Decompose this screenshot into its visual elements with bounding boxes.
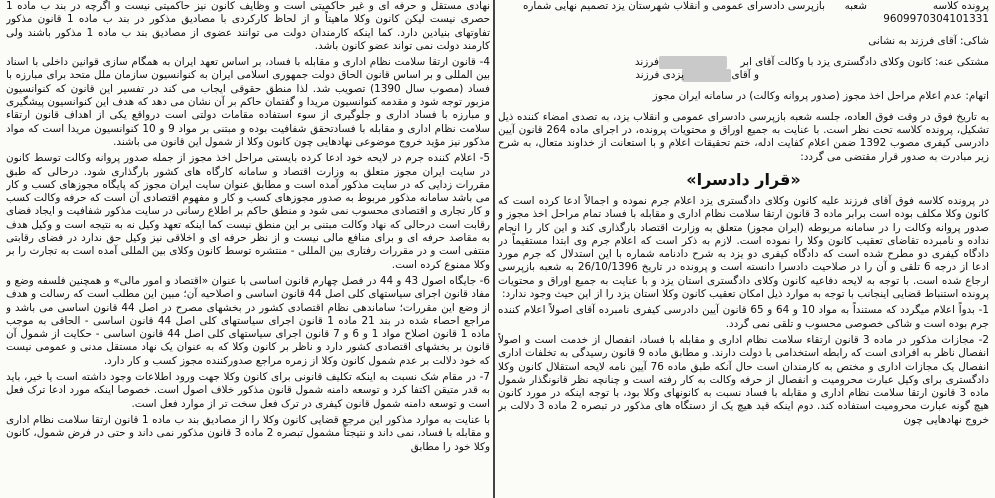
- paragraph-6: 6- جایگاه اصول 43 و 44 در فصل چهارم قانون اساسی با عنوان «اقتصاد و امور مالی» و همچنین فلسفه وضع و مفاد قانون اجرای سیاستهای کلی اصل 44 قانون اساسی و اصلاحیه آن؛ مبین این مطلب است که رسالت و هدف از وضع این مقررات؛ ساماندهی نظام اقتصادی کشور در بخشهای مصرح در اصل 44 قانون اساسی می باشد و مراجع احصاء شده در بند 21 ماده 1 قانون اجرای سیاستهای کلی اصل 44 قانون اساسی - الحاقی به موجب ماده 1 قانون اصلاح مواد 1 و 6 و 7 قانون اجرای سیاستهای کلی اصل 44 قانون اساسی - حکایت از شمول آن قانون بر بخشهای اقتصادی کشور دارد و ناظر بر کانون وکلا که به عنوان یک نهاد مستقل مدنی و عمومی نیست که خود دلالت بر عدم شمول کانون وکلا از زمره مراجع صدورکننده مجوز کسب و کار دارد.: [6, 274, 490, 367]
- defendant-second-row: [498, 69, 989, 82]
- court-name: بازپرسی دادسرای عمومی و انقلاب شهرستان یزد تصمیم نهایی شماره: [522, 0, 825, 12]
- defendant-second: و آقای: [731, 69, 759, 82]
- defendant-second-child: یزدی فرزند: [635, 69, 684, 82]
- case-label: پرونده کلاسه: [932, 0, 989, 12]
- point-2: 2- مجازات مذکور در ماده 3 قانون ارتقاء سلامت نظام اداری و مقابله با فساد، انفصال از خدمت است و اصولاً انفصال ناظر به افرادی است که رابطه استخدامی با دولت دارند. و مطابق ماده 9 قانون رسیدگی به تخلفات اداری انفصال یک مجازات اداری و مختص به کارمندان است حال آنکه طبق ماده 76 آیین نامه لایحه استقلال کانون وکلا دادگستری برای وکیل عبارت محرومیت و انفصال از حرفه وکالت به کار رفته است و چنانچه نظر قانونگذار شمول ماده 3 قانون ارتقا سلامت نظام اداری و مقابله با فساد نسبت به کانونهای وکلا بود، با توجه اینکه در مورد کانون هیچ گونه عبارت محرومیت استفاده کند. دوم اینکه قید هیچ یک از دستگاه های مذکور در تبصره 2 ماده 3 دلالت بر خروج نهادهایی چون: [498, 333, 989, 426]
- column-divider: [493, 0, 495, 498]
- case-number-row: [498, 13, 989, 26]
- complainant-row: [498, 35, 989, 48]
- complainant: شاکی: آقای فرزند به نشانی: [868, 34, 989, 47]
- case-header: [498, 0, 989, 13]
- point-1: 1- بدواً اعلام میگردد که مستنداً به مواد 10 و 64 و 65 قانون آیین دادرسی کیفری نامبرده آقای اصولاً اعلام کننده جرم بوده است و شاکی خصوصی محسوب و تلقی نمی گردد.: [498, 304, 989, 330]
- decision-title: «قرار دادسرا»: [686, 169, 801, 189]
- intro-paragraph: به تاریخ فوق در وقت فوق العاده، جلسه شعبه بازپرسی دادسرای عمومی و انقلاب یزد، به تصدی امضاء کننده ذیل تشکیل، پرونده کلاسه تحت نظر است. با عنایت به جمیع اوراق و محتویات پرونده، در اجرای ماده 264 قانون آیین دادرسی کیفری مصوب 1392 ضمن اعلام کفایت ادله، ختم تحقیقات اعلام و با استعانت از خداوند متعال، به شرح زیر مبادرت به صدور قرار مقتضی می گردد:: [498, 110, 989, 163]
- decision-paragraph: در پرونده کلاسه فوق آقای فرزند علیه کانون وکلای دادگستری یزد اعلام جرم نموده و اجمالاً ادعا کرده است که کانون وکلا مکلف بوده است برابر ماده 3 قانون ارتقا سلامت نظام اداری و مقابله با فساد تمام مراحل اخذ مجوز و صدور پروانه وکالت را در سامانه مربوطه (ایران مجوز) متعلق به وزارت اقتصاد بارگذاری کند و این کار را انجام نداده و نامبرده تقاضای تعقیب کانون وکلا را نموده است. لازم به ذکر است که اعلام جرم وی ابتدا مستقیماً در دادگاه کیفری دو مطرح شده است که دادگاه کیفری دو یزد به شرح دادنامه شماره با این استدلال که جرم مورد ادعا از درجه 6 تلقی و آن را در صلاحیت دادسرا دانسته است و پرونده در تاریخ 26/10/1396 به شعبه بازپرسی ارجاع شده است. با توجه به لایحه دفاعیه کانون وکلای دادگستری استان یزد و با عنایت به جمیع اوراق و محتویات پرونده استنباط قضایی اینجانب با توجه به موارد ذیل امکان تعقیب کانون وکلا استان یزد را از این حیث وجود ندارد:: [498, 194, 989, 301]
- right-column: [498, 0, 989, 498]
- left-column: [6, 0, 490, 498]
- redacted-name-2: xxxxxxxx: [681, 69, 731, 82]
- defendant-child: فرزند: [634, 55, 659, 68]
- charge-line: اتهام: عدم اعلام مراحل اخذ مجوز (صدور پروانه وکالت) در سامانه ایران مجوز: [652, 90, 989, 103]
- branch-label: شعبه: [844, 0, 867, 12]
- case-number: 9609970304101331: [883, 13, 989, 26]
- paragraph-top: نهادی مستقل و حرفه ای و غیر حاکمیتی است و وظایف کانون نیز حاکمیتی نیست و اگرچه در بند ب ماده 1 حصری نیست لیکن کانون وکلا ماهیتاً و از لحاظ کارکردی با مصادیق مذکور در بند ب ماده 1 قانون مذکور تفاوتهای بنیادین دارد. کما اینکه کارمندان دولت می توانند عضوی از مصادیق بند ب ماده 1 مذکور باشند ولی کارمند دولت نمی تواند عضو کانون باشد.: [6, 0, 490, 52]
- redacted-name: xxxxxxxxxxx: [659, 55, 727, 68]
- paragraph-end: با عنایت به موارد مذکور این مرجع قضایی کانون وکلا را از مصادیق بند ب ماده 1 قانون ارتقا سلامت نظام اداری و مقابله با فساد، نمی داند و نتیجتاً مشمول تبصره 2 ماده 3 قانون مذکور نمی داند و حتی در فرض شمول، کانون وکلا خود را مطابق: [6, 413, 490, 453]
- defendant-label: مشتکی عنه: کانون وکلای دادگستری یزد با وکالت آقای ابر: [740, 55, 989, 68]
- defendant-row: [498, 56, 989, 69]
- paragraph-5: 5- اعلام کننده جرم در لایحه خود ادعا کرده بایستی مراحل اخذ مجوز از جمله صدور پروانه وکالت توسط کانون در سایت ایران مجوز متعلق به وزارت اقتصاد و سامانه کارگاه های کشور بارگذاری شود. درحالی که طبق مقررات زدایی که در سایت مذکور آمده است و مطابق عنوان سایت ایران مجوز که پایگاه مجوزهای کسب و کار می باشد سامانه مذکور مربوط به صدور مجوزهای کسب و کار و مفهوم اقتصادی آن است که حرفه وکالت کسب و کار تجاری و اقتصادی محسوب نمی شود و منطق حاکم بر اطلاع رسانی در سایت مذکور شفافیت و ایجاد فضای رقابت است درحالی که نهاد وکالت مبتنی بر این منطق نیست کما اینکه تعهد وکیل نه به نتیجه است و وکیل هدف به مقاصد حرفه ای و برای منافع مالی نیست و از نظر حرفه ای و اخلاقی نیز وکیل حق ندارد در فضای رقابتی منتفی است و در مقررات رفتاری بین المللی - منتشره توسط کانون وکلای بین المللی آمده است به تجارت را بر وکلا ممنوع کرده است.: [6, 152, 490, 271]
- paragraph-4: 4- قانون ارتقا سلامت نظام اداری و مقابله با فساد، بر اساس تعهد ایران به همگام سازی قوانین داخلی با اسناد بین المللی و بر اساس قانون الحاق دولت جمهوری اسلامی ایران به کنوانسیون سازمان ملل متحد برای مبارزه با فساد (مصوب سال 1390) تصویب شد. لذا منطق حقوقی ایجاب می کند در تفسیر این قانون که کنوانسیون مزبور توجه شود و مقدمه کنوانسیون مریدا و گفتمان حاکم بر آن نشان می دهد که هدف این کنوانسیون پیشگیری و مبارزه با فساد اداری و جلوگیری از سوء استفاده مقامات دولتی است درواقع یکی از اهداف قانون ارتقاء سلامت نظام اداری و مقابله با فسادتحقق شفافیت بوده و مبتنی بر مواد 9 و 10 کنوانسیون مریدا است که مواد مذکور نیز مؤید خروج موضوعی نهادهایی چون کانون وکلا از شمول این قانون می باشند.: [6, 56, 490, 148]
- paragraph-7: 7- در مقام شک نسبت به اینکه تکلیف قانونی برای کانون وکلا جهت ورود اطلاعات وجود داشته است یا خیر، باید به قدر متیقن اکتفا کرد و توسعه دامنه شمول قانون مذکور خلاف اصول است. خصوصا اینکه مورد ادعا ترک فعل است و توسعه دامنه شمول قانون کیفری در ترک فعل سخت تر از موارد فعل است.: [6, 371, 490, 410]
